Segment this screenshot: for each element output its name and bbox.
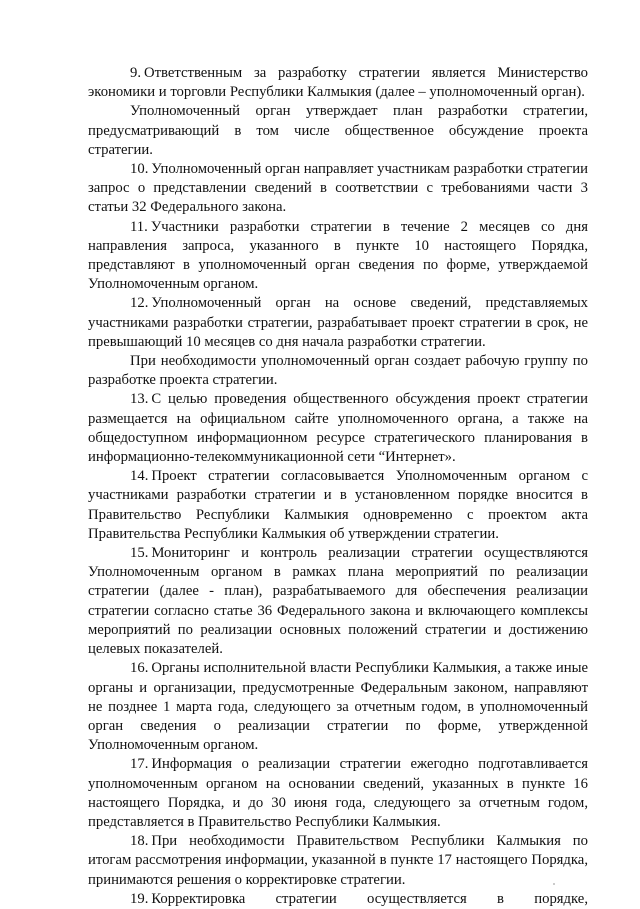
paragraph-9 <box>88 64 588 102</box>
paragraph-text: Ответственным за разработку стратегии является Министерство экономики и торговли Республики Калмыкия (далее – уполномоченный орган). <box>88 65 588 101</box>
paragraph-number: 18. <box>130 833 149 850</box>
paragraph-number: 14. <box>130 468 149 485</box>
paragraph-text: Информация о реализации стратегии ежегодно подготавливается уполномоченным органом на основании сведений, указанных в пункте 16 настоящего Порядка, и до 30 июня года, следующего за отчетным годом, представляется в Правительство Республики Калмыкия. <box>88 756 588 830</box>
paragraph-text: При необходимости уполномоченный орган создает рабочую группу по разработке проекта стратегии. <box>88 353 588 389</box>
scan-speck <box>553 883 555 885</box>
paragraph-18 <box>88 832 588 890</box>
paragraph-10 <box>88 160 588 218</box>
paragraph-17 <box>88 755 588 832</box>
paragraph-text: Уполномоченный орган утверждает план разработки стратегии, предусматривающий в том числе общественное обсуждение проекта стратегии. <box>88 103 588 158</box>
paragraph-text: Уполномоченный орган на основе сведений, представляемых участниками разработки стратегии, разрабатывает проект стратегии в срок, не превышающий 10 месяцев со дня начала разработки стратегии. <box>88 295 588 350</box>
paragraph-number: 16. <box>130 660 149 677</box>
paragraph-text: Мониторинг и контроль реализации стратегии осуществляются Уполномоченным органом в рамках плана мероприятий по реализации стратегии (далее - план), разрабатываемого для обеспечения реализации стратегии согласно статье 36 Федерального закона и включающего комплексы мероприятий по реализации основных положений стратегии и достижению целевых показателей. <box>88 545 588 658</box>
paragraph-16 <box>88 659 588 755</box>
paragraph-text: Органы исполнительной власти Республики Калмыкия, а также иные органы и организации, предусмотренные Федеральным законом, направляют не позднее 1 марта года, следующего за отчетным годом, в уполномоченный орган сведения о реализации стратегии по форме, утвержденной Уполномоченным органом. <box>88 660 588 754</box>
paragraph-number: 12. <box>130 295 149 312</box>
paragraph-text: Участники разработки стратегии в течение 2 месяцев со дня направления запроса, указанного в пункте 10 настоящего Порядка, представляют в уполномоченный орган сведения по форме, утверждаемой Уполномоченным органом. <box>88 218 588 293</box>
paragraph-12 <box>88 294 588 352</box>
paragraph-19 <box>88 890 588 909</box>
paragraph-12-continued <box>88 352 588 390</box>
paragraph-text: Уполномоченный орган направляет участникам разработки стратегии запрос о представлении сведений в соответствии с требованиями части 3 статьи 32 Федерального закона. <box>88 161 588 216</box>
paragraph-number: 15. <box>130 545 149 562</box>
paragraph-text: Корректировка стратегии осуществляется в порядке, <box>151 890 588 907</box>
paragraph-14 <box>88 467 588 544</box>
paragraph-11 <box>88 218 588 295</box>
paragraph-number: 9. <box>130 65 142 81</box>
paragraph-text: Проект стратегии согласовывается Уполномоченным органом с участниками разработки стратегии и в установленном порядке вносится в Правительство Республики Калмыкия одновременно с проектом акта Правительства Республики Калмыкия об утверждении стратегии. <box>88 468 588 542</box>
paragraph-15 <box>88 544 588 659</box>
paragraph-number: 11. <box>130 218 148 235</box>
paragraph-text: С целью проведения общественного обсуждения проект стратегии размещается на официальном сайте уполномоченного органа, а также на общедоступном информационном ресурсе стратегического планирования в информационно-телекоммуникационной сети “Интернет». <box>88 391 588 466</box>
paragraph-number: 13. <box>130 391 149 408</box>
paragraph-text: При необходимости Правительством Республики Калмыкия по итогам рассмотрения информации, указанной в пункте 17 настоящего Порядка, принимаются решения о корректировке стратегии. <box>88 833 588 888</box>
paragraph-9-continued <box>88 102 588 160</box>
paragraph-number: 10. <box>130 161 149 178</box>
document-page <box>88 64 588 909</box>
paragraph-number: 19. <box>130 890 149 907</box>
paragraph-number: 17. <box>130 756 149 773</box>
paragraph-13 <box>88 390 588 467</box>
